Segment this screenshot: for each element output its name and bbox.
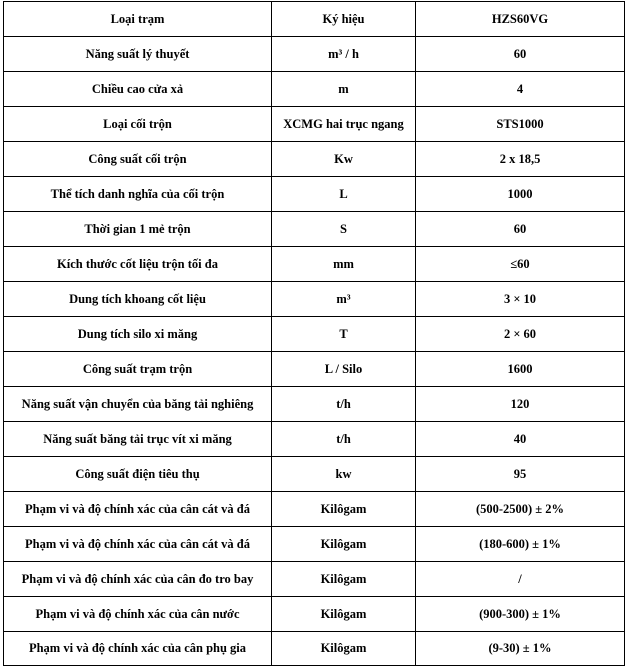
row-unit-cell: t/h [272,387,416,422]
row-name-cell: Thể tích danh nghĩa của cối trộn [4,177,272,212]
row-name-cell: Loại cối trộn [4,107,272,142]
row-unit-cell: Kilôgam [272,597,416,632]
row-unit-cell: Kilôgam [272,632,416,666]
row-unit-cell: kw [272,457,416,492]
table-row [4,282,625,317]
row-value-cell: 40 [416,422,625,457]
row-value-cell: 60 [416,212,625,247]
row-value-cell: 60 [416,37,625,72]
row-value-cell: (9-30) ± 1% [416,632,625,666]
row-unit-cell: Kilôgam [272,527,416,562]
row-unit-cell: Kilôgam [272,492,416,527]
row-value-cell: 3 × 10 [416,282,625,317]
table-row [4,492,625,527]
header-unit-cell: Ký hiệu [272,2,416,37]
header-name-cell: Loại trạm [4,2,272,37]
row-name-cell: Kích thước cốt liệu trộn tối đa [4,247,272,282]
row-value-cell: / [416,562,625,597]
table-row [4,422,625,457]
row-value-cell: 1000 [416,177,625,212]
row-name-cell: Phạm vi và độ chính xác của cân phụ gia [4,632,272,666]
table-row [4,247,625,282]
table-row [4,142,625,177]
row-value-cell: 2 × 60 [416,317,625,352]
row-name-cell: Dung tích khoang cốt liệu [4,282,272,317]
spec-table [3,1,625,666]
row-value-cell: 1600 [416,352,625,387]
table-row [4,212,625,247]
row-name-cell: Công suất trạm trộn [4,352,272,387]
row-value-cell: (900-300) ± 1% [416,597,625,632]
table-row [4,387,625,422]
table-row [4,352,625,387]
row-unit-cell: m³ [272,282,416,317]
row-value-cell: ≤60 [416,247,625,282]
row-name-cell: Phạm vi và độ chính xác của cân cát và đá [4,527,272,562]
row-name-cell: Công suất điện tiêu thụ [4,457,272,492]
row-value-cell: 120 [416,387,625,422]
table-row [4,597,625,632]
table-row [4,177,625,212]
row-value-cell: 2 x 18,5 [416,142,625,177]
row-name-cell: Phạm vi và độ chính xác của cân cát và đá [4,492,272,527]
row-unit-cell: S [272,212,416,247]
table-row [4,562,625,597]
row-name-cell: Phạm vi và độ chính xác của cân nước [4,597,272,632]
row-unit-cell: Kilôgam [272,562,416,597]
row-name-cell: Thời gian 1 mẻ trộn [4,212,272,247]
row-value-cell: (180-600) ± 1% [416,527,625,562]
row-unit-cell: t/h [272,422,416,457]
row-name-cell: Chiều cao cửa xả [4,72,272,107]
row-unit-cell: XCMG hai trục ngang [272,107,416,142]
row-unit-cell: T [272,317,416,352]
table-row [4,527,625,562]
spec-table-body [4,2,625,666]
row-value-cell: STS1000 [416,107,625,142]
row-name-cell: Năng suất lý thuyết [4,37,272,72]
row-name-cell: Phạm vi và độ chính xác của cân đo tro bay [4,562,272,597]
row-name-cell: Công suất cối trộn [4,142,272,177]
table-header-row [4,2,625,37]
row-unit-cell: Kw [272,142,416,177]
table-row [4,37,625,72]
row-unit-cell: m [272,72,416,107]
table-row [4,317,625,352]
row-value-cell: (500-2500) ± 2% [416,492,625,527]
row-unit-cell: L [272,177,416,212]
table-row [4,72,625,107]
row-unit-cell: m³ / h [272,37,416,72]
row-name-cell: Năng suất băng tải trục vít xi măng [4,422,272,457]
header-value-cell: HZS60VG [416,2,625,37]
table-row [4,107,625,142]
row-name-cell: Dung tích silo xi măng [4,317,272,352]
row-value-cell: 95 [416,457,625,492]
row-unit-cell: L / Silo [272,352,416,387]
table-row [4,632,625,666]
table-row [4,457,625,492]
row-value-cell: 4 [416,72,625,107]
row-name-cell: Năng suất vận chuyển của băng tải nghiêng [4,387,272,422]
row-unit-cell: mm [272,247,416,282]
